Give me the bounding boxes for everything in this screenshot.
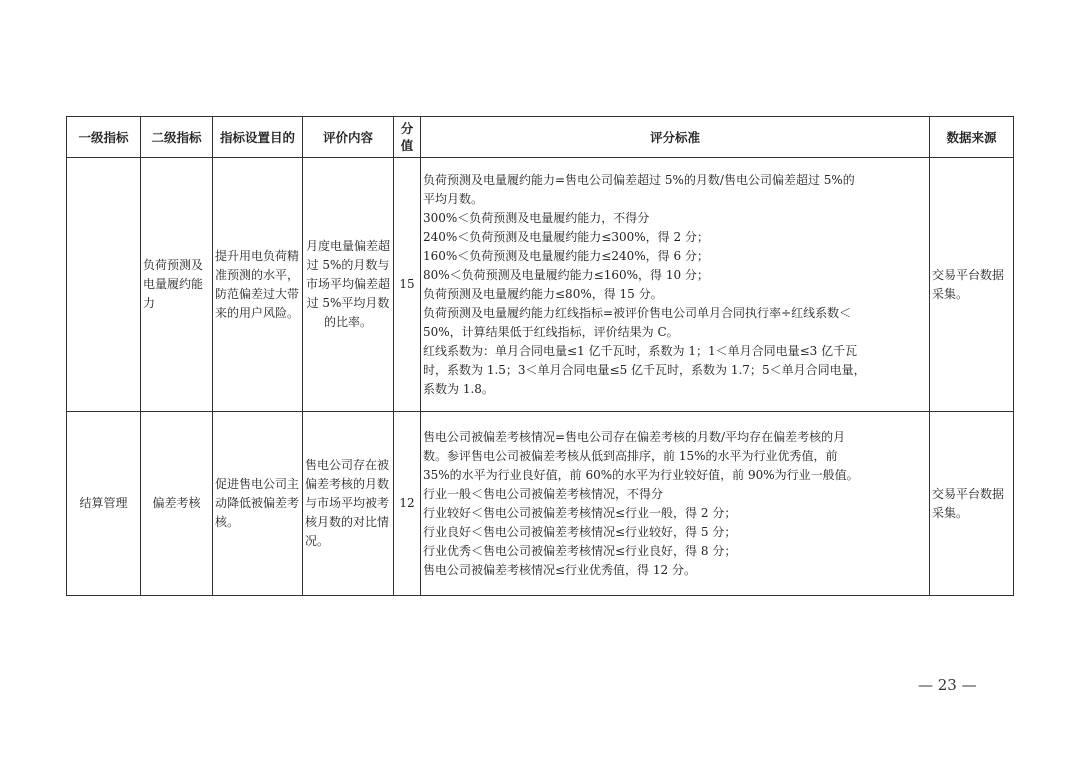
cell-level1 xyxy=(67,158,141,412)
cell-criteria xyxy=(421,412,930,596)
criteria-line: 行业一般＜售电公司被偏差考核情况，不得分 xyxy=(423,486,664,501)
criteria-line: 负荷预测及电量履约能力≤80%，得 15 分。 xyxy=(423,286,663,301)
criteria-line: 160%＜负荷预测及电量履约能力≤240%，得 6 分； xyxy=(423,248,709,263)
cell-score: 15 xyxy=(394,158,421,412)
criteria-line: 数。参评售电公司被偏差考核从低到高排序，前 15%的水平为行业优秀值，前 xyxy=(423,448,838,463)
criteria-line: 负荷预测及电量履约能力=售电公司偏差超过 5%的月数/售电公司偏差超过 5%的 xyxy=(423,172,855,187)
cell-score: 12 xyxy=(394,412,421,596)
cell-level2: 偏差考核 xyxy=(141,412,213,596)
cell-source: 交易平台数据采集。 xyxy=(930,158,1014,412)
table-row xyxy=(67,158,1014,412)
cell-purpose: 提升用电负荷精准预测的水平，防范偏差过大带来的用户风险。 xyxy=(213,158,303,412)
header-content: 评价内容 xyxy=(303,117,394,158)
cell-content: 月度电量偏差超过 5%的月数与市场平均偏差超过 5%平均月数的比率。 xyxy=(303,158,394,412)
criteria-line: 售电公司被偏差考核情况≤行业优秀值，得 12 分。 xyxy=(423,562,696,577)
criteria-line: 50%，计算结果低于红线指标，评价结果为 C。 xyxy=(423,324,679,339)
cell-source: 交易平台数据采集。 xyxy=(930,412,1014,596)
cell-purpose: 促进售电公司主动降低被偏差考核。 xyxy=(213,412,303,596)
criteria-line: 80%＜负荷预测及电量履约能力≤160%，得 10 分； xyxy=(423,267,709,282)
table-header-row xyxy=(67,117,1014,158)
criteria-line: 负荷预测及电量履约能力红线指标=被评价售电公司单月合同执行率÷红线系数＜ xyxy=(423,305,852,320)
header-score: 分 值 xyxy=(394,117,421,158)
cell-criteria xyxy=(421,158,930,412)
header-source: 数据来源 xyxy=(930,117,1014,158)
criteria-line: 行业较好＜售电公司被偏差考核情况≤行业一般，得 2 分； xyxy=(423,505,737,520)
header-level2: 二级指标 xyxy=(141,117,213,158)
criteria-line: 行业优秀＜售电公司被偏差考核情况≤行业良好，得 8 分； xyxy=(423,543,737,558)
criteria-line: 售电公司被偏差考核情况=售电公司存在偏差考核的月数/平均存在偏差考核的月 xyxy=(423,429,846,444)
header-level1: 一级指标 xyxy=(67,117,141,158)
criteria-line: 系数为 1.8。 xyxy=(423,381,494,396)
criteria-line: 240%＜负荷预测及电量履约能力≤300%，得 2 分； xyxy=(423,229,709,244)
cell-content: 售电公司存在被偏差考核的月数与市场平均被考核月数的对比情况。 xyxy=(303,412,394,596)
criteria-line: 行业良好＜售电公司被偏差考核情况≤行业较好，得 5 分； xyxy=(423,524,737,539)
evaluation-table xyxy=(66,116,1014,596)
header-purpose: 指标设置目的 xyxy=(213,117,303,158)
page-number: — 23 — xyxy=(918,676,977,694)
cell-level2: 负荷预测及电量履约能力 xyxy=(141,158,213,412)
criteria-line: 35%的水平为行业良好值，前 60%的水平为行业较好值，前 90%为行业一般值。 xyxy=(423,467,859,482)
criteria-line: 300%＜负荷预测及电量履约能力，不得分 xyxy=(423,210,650,225)
criteria-line: 时，系数为 1.5；3＜单月合同电量≤5 亿千瓦时，系数为 1.7；5＜单月合同电量， xyxy=(423,362,866,377)
criteria-line: 平均月数。 xyxy=(423,191,484,206)
header-criteria: 评分标准 xyxy=(421,117,930,158)
cell-level1: 结算管理 xyxy=(67,412,141,596)
table-row xyxy=(67,412,1014,596)
criteria-line: 红线系数为：单月合同电量≤1 亿千瓦时，系数为 1；1＜单月合同电量≤3 亿千瓦 xyxy=(423,343,858,358)
